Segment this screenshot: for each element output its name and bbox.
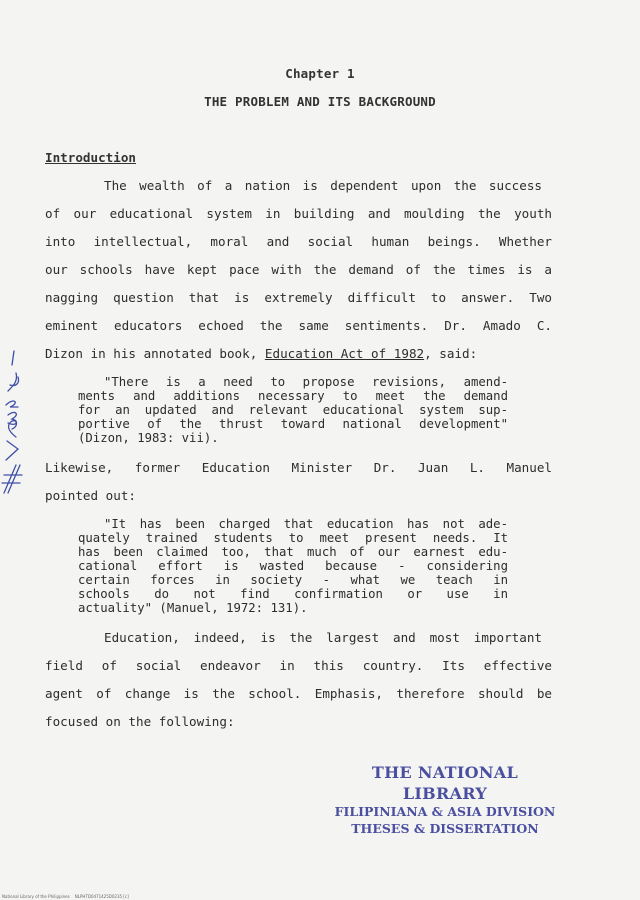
- archive-footer: National Library of the Philippines NLPHTD0471425D0235 [c]: [2, 894, 129, 899]
- paragraph-line: of our educational system in building and moulding the youth: [45, 206, 552, 221]
- quote-line: ments and additions necessary to meet the demand: [78, 389, 508, 403]
- paragraph-line: Education, indeed, is the largest and most important: [104, 630, 542, 645]
- paragraph-line: The wealth of a nation is dependent upon the success: [104, 178, 542, 193]
- paragraph-line: agent of change is the school. Emphasis, therefore should be: [45, 686, 552, 701]
- handwritten-margin-note: [0, 345, 24, 495]
- library-stamp: [330, 762, 560, 837]
- paragraph-line: nagging question that is extremely difficult to answer. Two: [45, 290, 552, 305]
- quote-line: certain forces in society - what we teach in: [78, 573, 508, 587]
- paragraph-line: focused on the following:: [45, 714, 235, 729]
- quote-line: "There is a need to propose revisions, amend-: [104, 375, 508, 389]
- paragraph-line: our schools have kept pace with the demand of the times is a: [45, 262, 552, 277]
- section-heading: Introduction: [45, 150, 136, 165]
- chapter-label: Chapter 1: [285, 66, 355, 81]
- stamp-line-3: THESES & DISSERTATION: [351, 821, 539, 836]
- quote-line: "It has been charged that education has not ade-: [104, 517, 508, 531]
- paragraph-line: eminent educators echoed the same sentiments. Dr. Amado C.: [45, 318, 552, 333]
- chapter-title: THE PROBLEM AND ITS BACKGROUND: [204, 94, 436, 109]
- quote-line: portive of the thrust toward national development": [78, 417, 508, 431]
- quote-line: actuality" (Manuel, 1972: 131).: [78, 601, 308, 615]
- quote-line: schools do not find confirmation or use in: [78, 587, 508, 601]
- paragraph-line: Likewise, former Education Minister Dr. Juan L. Manuel: [45, 460, 552, 475]
- text-fragment: , said:: [424, 346, 478, 361]
- quote-line: has been claimed too, that much of our earnest edu-: [78, 545, 508, 559]
- paragraph-line-citation: [45, 346, 477, 361]
- quote-line: for an updated and relevant educational system sup-: [78, 403, 508, 417]
- text-fragment: Dizon in his annotated book,: [45, 346, 258, 361]
- quote-line: quately trained students to meet present needs. It: [78, 531, 508, 545]
- book-title: Education Act of 1982: [264, 346, 425, 361]
- quote-line: cational effort is wasted because - considering: [78, 559, 508, 573]
- quote-line: (Dizon, 1983: vii).: [78, 431, 219, 445]
- stamp-line-1: THE NATIONAL LIBRARY: [371, 763, 519, 803]
- stamp-line-2: FILIPINIANA & ASIA DIVISION: [334, 804, 556, 819]
- paragraph-line: field of social endeavor in this country. Its effective: [45, 658, 552, 673]
- paragraph-line: pointed out:: [45, 488, 136, 503]
- paragraph-line: into intellectual, moral and social human beings. Whether: [45, 234, 552, 249]
